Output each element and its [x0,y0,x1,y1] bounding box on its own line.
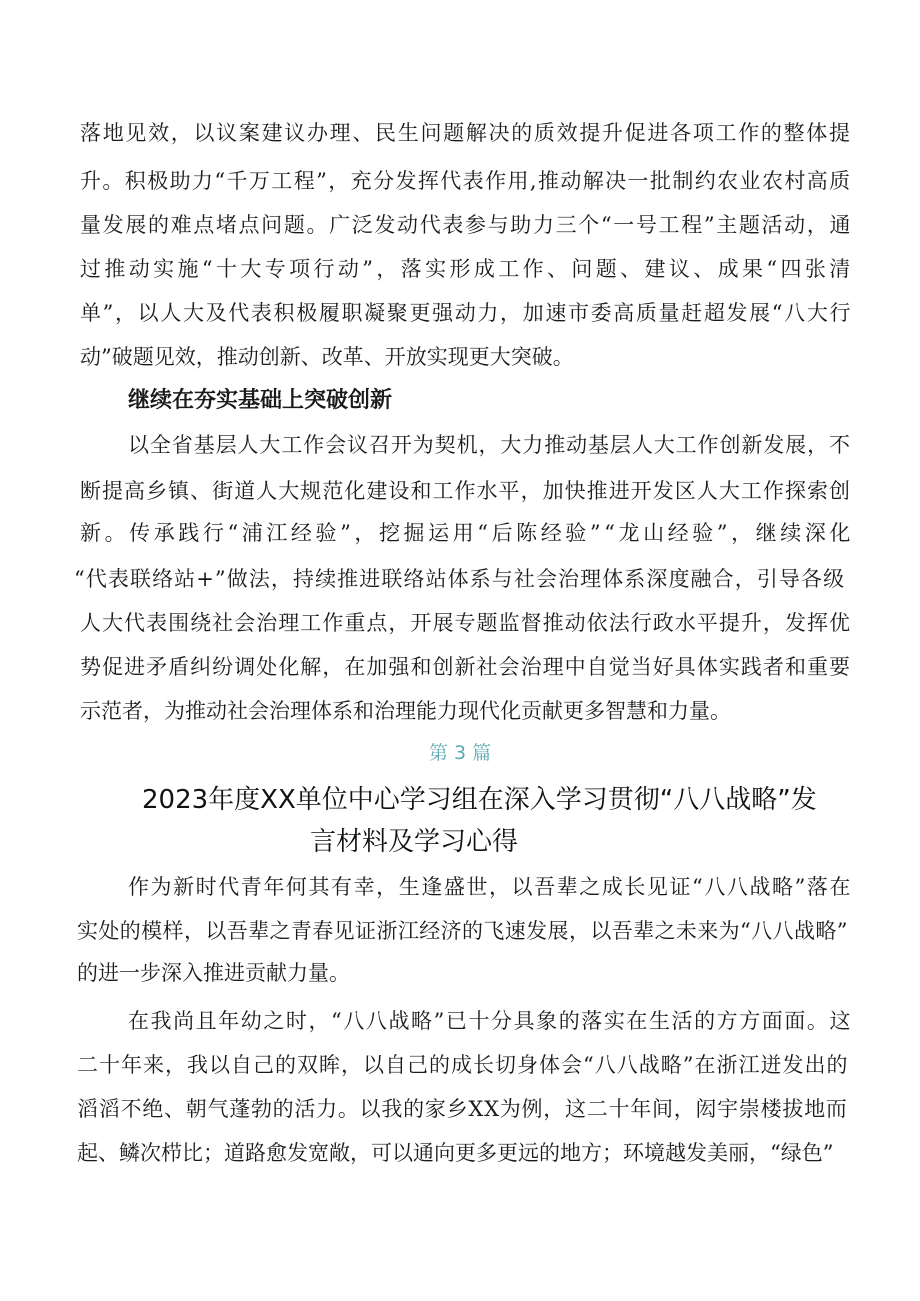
paragraph-line: 滔滔不绝、朝气蓬勃的活力。以我的家乡XX为例，这二十年间，闳宇崇楼拔地而 [77,1097,848,1121]
section-heading: 继续在夯实基础上突破创新 [128,388,393,413]
paragraph-line: 断提高乡镇、街道人大规范化建设和工作水平，加快推进开发区人大工作探索创 [80,479,852,503]
article-title-line-1: 2023年度XX单位中心学习组在深入学习贯彻“八八战略”发 [142,785,817,815]
paragraph-line: 起、鳞次栉比；道路愈发宽敞，可以通向更多更远的地方；环境越发美丽，“绿色” [77,1141,834,1165]
paragraph-line: 实处的模样，以吾辈之青春见证浙江经济的飞速发展，以吾辈之未来为“八八战略” [77,919,848,943]
paragraph-line: 的进一步深入推进贡献力量。 [77,961,350,985]
paragraph-line: 以全省基层人大工作会议召开为契机，大力推动基层人大工作创新发展，不 [128,433,851,457]
paragraph-line: 量发展的难点堵点问题。广泛发动代表参与助力三个“一号工程”主题活动，通 [80,213,853,237]
paragraph-line: 动”破题见效，推动创新、改革、开放实现更大突破。 [80,345,574,369]
paragraph-line: 单”，以人大及代表积极履职凝聚更强动力，加速市委高质量赶超发展“八大行 [80,301,853,325]
paragraph-line: 落地见效，以议案建议办理、民生问题解决的质效提升促进各项工作的整体提 [80,121,852,145]
paragraph-line: 二十年来，我以自己的双眸，以自己的成长切身体会“八八战略”在浙江迸发出的 [77,1053,849,1077]
paragraph-line: 在我尚且年幼之时，“八八战略”已十分具象的落实在生活的方方面面。这 [128,1009,853,1033]
paragraph-line: 示范者，为推动社会治理体系和治理能力现代化贡献更多智慧和力量。 [80,699,731,723]
article-title-line-2: 言材料及学习心得 [310,827,519,857]
paragraph-line: 势促进矛盾纠纷调处化解，在加强和创新社会治理中自觉当好具体实践者和重要 [80,655,852,679]
paragraph-line: 人大代表围绕社会治理工作重点，开展专题监督推动依法行政水平提升，发挥优 [80,611,852,635]
paragraph-line: 升。积极助力“千万工程”，充分发挥代表作用,推动解决一批制约农业农村高质 [80,169,852,193]
paragraph-line: 过推动实施“十大专项行动”，落实形成工作、问题、建议、成果“四张清 [80,257,854,281]
paragraph-line: “代表联络站+”做法，持续推进联络站体系与社会治理体系深度融合，引导各级 [74,567,846,591]
section-number-label: 第 3 篇 [428,742,492,764]
paragraph-line: 作为新时代青年何其有幸，生逢盛世，以吾辈之成长见证“八八战略”落在 [128,875,853,899]
paragraph-line: 新。传承践行“浦江经验”，挖掘运用“后陈经验”“龙山经验”，继续深化 [80,521,854,545]
